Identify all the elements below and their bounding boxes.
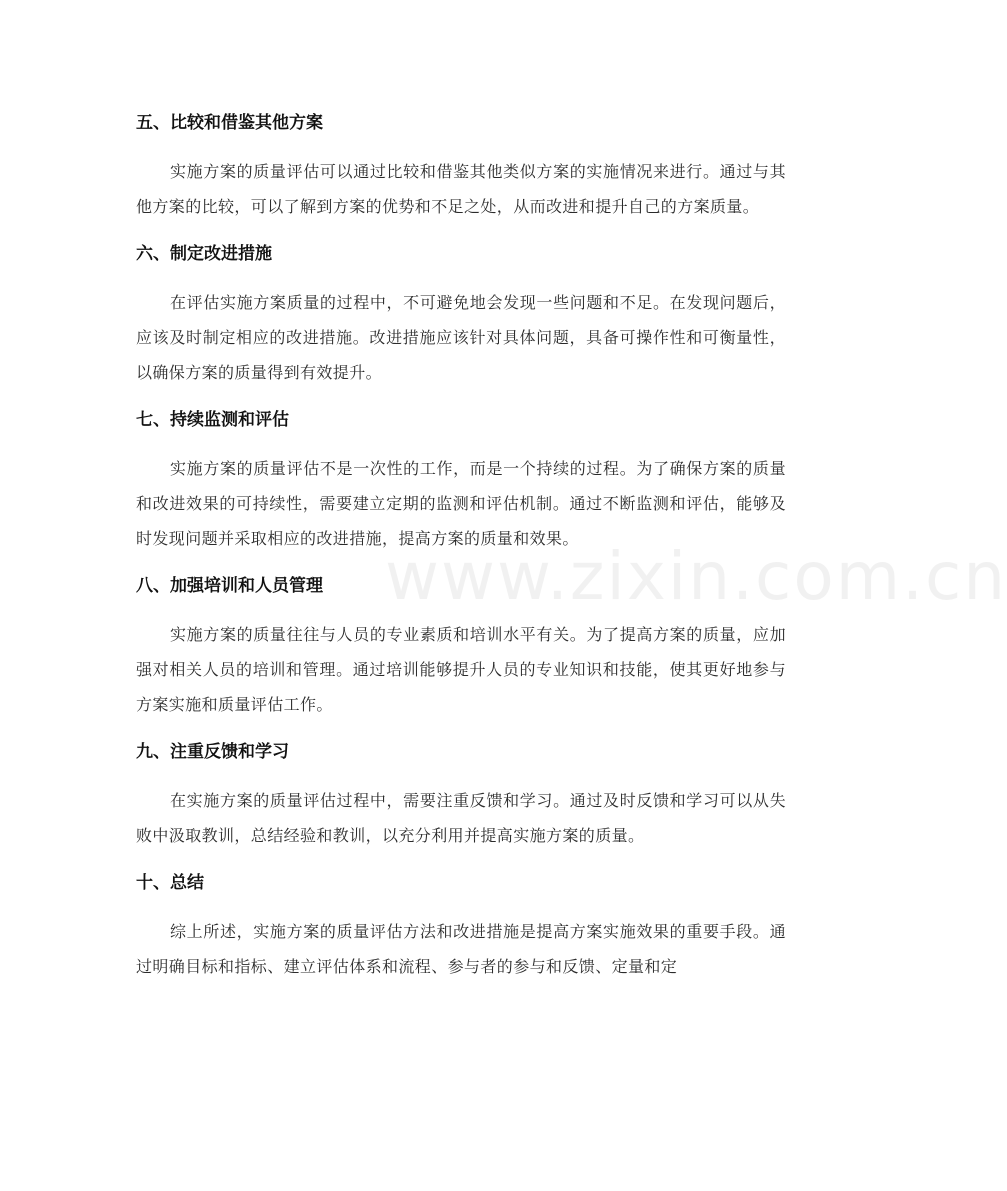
section-paragraph: 实施方案的质量评估不是一次性的工作，而是一个持续的过程。为了确保方案的质量和改进效果的可持续性，需要建立定期的监测和评估机制。通过不断监测和评估，能够及时发现问题并采取相应的改进措施，提高方案的质量和效果。 [136, 459, 786, 548]
section-heading: 八、加强培训和人员管理 [136, 576, 323, 596]
section-6 [136, 237, 786, 390]
section-heading: 十、总结 [136, 873, 204, 893]
section-heading: 七、持续监测和评估 [136, 410, 289, 430]
section-paragraph: 实施方案的质量往往与人员的专业素质和培训水平有关。为了提高方案的质量，应加强对相关人员的培训和管理。通过培训能够提升人员的专业知识和技能，使其更好地参与方案实施和质量评估工作。 [136, 625, 786, 714]
document-content [136, 106, 786, 997]
watermark: www.zixin.com.cn [385, 538, 1007, 615]
section-paragraph: 在实施方案的质量评估过程中，需要注重反馈和学习。通过及时反馈和学习可以从失败中汲取教训，总结经验和教训，以充分利用并提高实施方案的质量。 [136, 791, 786, 845]
section-paragraph: 综上所述，实施方案的质量评估方法和改进措施是提高方案实施效果的重要手段。通过明确目标和指标、建立评估体系和流程、参与者的参与和反馈、定量和定 [136, 922, 786, 976]
section-heading: 九、注重反馈和学习 [136, 742, 289, 762]
section-heading: 五、比较和借鉴其他方案 [136, 113, 323, 133]
section-9 [136, 735, 786, 853]
section-5 [136, 106, 786, 224]
section-7 [136, 403, 786, 556]
section-8 [136, 569, 786, 722]
section-heading: 六、制定改进措施 [136, 244, 272, 264]
section-10 [136, 866, 786, 984]
section-paragraph: 在评估实施方案质量的过程中，不可避免地会发现一些问题和不足。在发现问题后，应该及时制定相应的改进措施。改进措施应该针对具体问题，具备可操作性和可衡量性，以确保方案的质量得到有效提升。 [136, 293, 786, 382]
section-paragraph: 实施方案的质量评估可以通过比较和借鉴其他类似方案的实施情况来进行。通过与其他方案的比较，可以了解到方案的优势和不足之处，从而改进和提升自己的方案质量。 [136, 162, 786, 216]
